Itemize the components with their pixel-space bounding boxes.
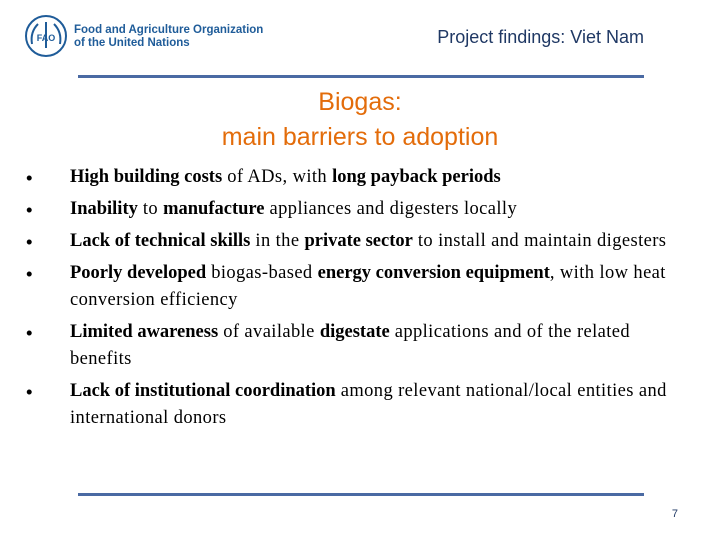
bullet-icon: • <box>26 381 33 402</box>
bullet-icon: • <box>26 322 33 343</box>
slide-title-line-1: Biogas: <box>318 88 402 116</box>
list-item <box>24 378 684 432</box>
bold-text: Limited awareness <box>70 322 219 342</box>
body-text: of ADs, with <box>222 167 333 187</box>
bullet-icon: • <box>26 199 33 220</box>
list-item <box>24 164 684 191</box>
body-text: among relevant national/local entities and international donors <box>70 381 667 428</box>
body-text: , with low heat conversion efficiency <box>70 263 666 310</box>
bold-text: Inability <box>70 199 138 219</box>
list-item <box>24 228 684 255</box>
body-text: applications and of the related benefits <box>70 322 631 369</box>
bold-text: energy conversion equipment <box>317 263 550 283</box>
body-text: to install and maintain digesters <box>412 231 667 251</box>
bold-text: Lack of institutional coordination <box>70 381 336 401</box>
slide-title-line-2: main barriers to adoption <box>221 123 499 151</box>
logo-line-1: Food and Agriculture Organization <box>74 24 264 36</box>
bold-text: Poorly developed <box>70 263 207 283</box>
list-item <box>24 196 684 223</box>
header-title: Project findings: Viet Nam <box>437 27 644 47</box>
bottom-divider <box>78 493 644 496</box>
list-item <box>24 260 684 314</box>
bold-text: manufacture <box>163 199 265 219</box>
bold-text: High building costs <box>70 167 223 187</box>
logo-text <box>74 24 263 50</box>
barrier-list <box>24 164 684 437</box>
body-text: appliances and digesters locally <box>264 199 518 219</box>
bullet-icon: • <box>26 263 33 284</box>
body-text: to <box>137 199 164 219</box>
body-text: of available <box>218 322 320 342</box>
bold-text: Lack of technical skills <box>70 231 251 251</box>
bold-text: digestate <box>319 322 390 342</box>
body-text: biogas-based <box>206 263 318 283</box>
bold-text: long payback periods <box>332 167 501 187</box>
page-number: 7 <box>671 508 678 520</box>
bullet-icon: • <box>26 167 33 188</box>
top-divider <box>78 75 644 78</box>
list-item <box>24 319 684 373</box>
fao-logo <box>24 14 264 58</box>
logo-line-2: of the United Nations <box>74 37 190 49</box>
fao-emblem-icon <box>24 14 68 58</box>
bullet-icon: • <box>26 231 33 252</box>
emblem-letters: FAO <box>36 33 56 43</box>
bold-text: private sector <box>304 231 413 251</box>
body-text: in the <box>250 231 305 251</box>
